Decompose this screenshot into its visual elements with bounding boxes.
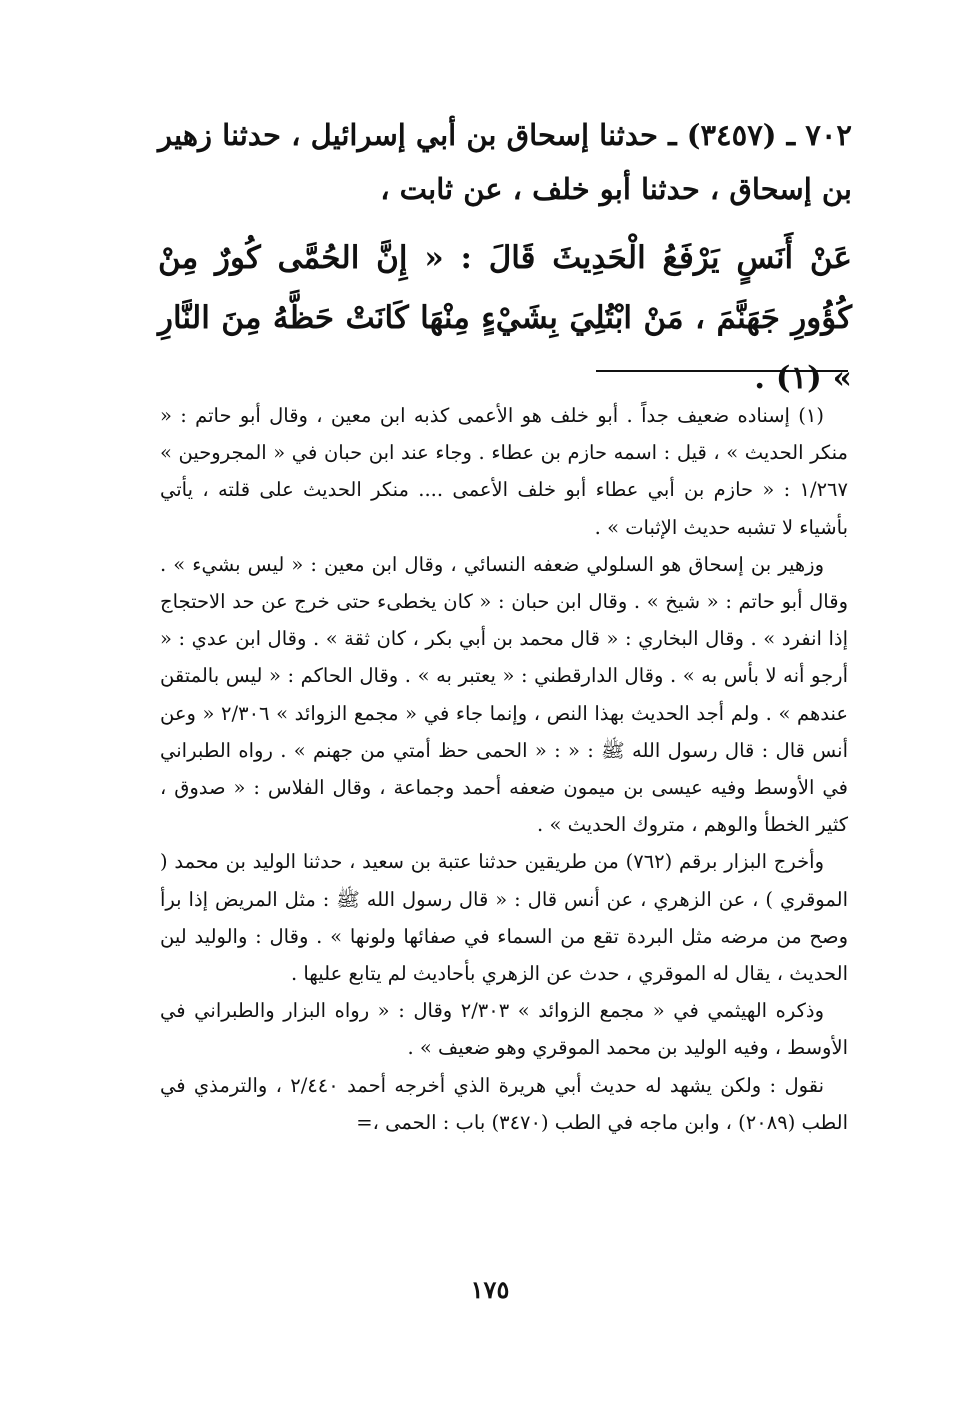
footnote-separator (596, 370, 848, 372)
hadith-block (158, 108, 852, 408)
footnotes (160, 397, 848, 1141)
footnote-paragraph: وزهير بن إسحاق هو السلولي ضعفه النسائي ، وقال ابن معين : « ليس بشيء » . وقال أبو حاتم : « شيخ » . وقال ابن حبان : « كان يخطىء حتى خرج عن حد الاحتجاج إذا انفرد » . وقال البخاري : « قال محمد بن أبي بكر ، كان ثقة » . وقال ابن عدي : « أرجو أنه لا بأس به » . وقال الدارقطني : « يعتبر به » . وقال الحاكم : « ليس بالمتقن عندهم » . ولم أجد الحديث بهذا النص ، وإنما جاء في « مجمع الزوائد » ٢/٣٠٦ « وعن أنس قال : قال رسول الله ﷺ : « : « الحمى حظ أمتي من جهنم » . رواه الطبراني في الأوسط وفيه عيسى بن ميمون ضعفه أحمد وجماعة ، وقال الفلاس : « صدوق ، كثير الخطأ والوهم ، متروك الحديث » . (160, 552, 848, 837)
page-number: ١٧٥ (470, 1275, 510, 1304)
footnote-paragraph: نقول : ولكن يشهد له حديث أبي هريرة الذي أخرجه أحمد ٢/٤٤٠ ، والترمذي في الطب (٢٠٨٩) ، وابن ماجه في الطب (٣٤٧٠) باب : الحمى ،= (160, 1073, 848, 1134)
hadith-isnad: ٧٠٢ ـ (٣٤٥٧) ـ حدثنا إسحاق بن أبي إسرائيل ، حدثنا زهير بن إسحاق ، حدثنا أبو خلف ، عن ثابت ، (158, 118, 852, 206)
footnote-paragraph: (١) إسناده ضعيف جداً . أبو خلف هو الأعمى كذبه ابن معين ، وقال أبو حاتم : « منكر الحديث » ، قيل : اسمه حازم بن عطاء . وجاء عند ابن حبان في « المجروحين » ١/٢٦٧ : « حازم بن أبي عطاء أبو خلف الأعمى .... منكر الحديث على قلته ، يأتي بأشياء لا تشبه حديث الإثبات » . (160, 404, 848, 539)
hadith-text: عَنْ أَنَسٍ يَرْفَعُ الْحَدِيثَ قَالَ : « إِنَّ الحُمَّى كُورٌ مِنْ كُؤُورِ جَهَنَّمَ ، مَنْ ابْتُلِيَ بِشَيْءٍ مِنْهَا كَانَتْ حَظَّهُ مِنَ النَّارِ » (١) . (158, 240, 852, 396)
footnote-paragraph: وذكره الهيثمي في « مجمع الزوائد » ٢/٣٠٣ وقال : « رواه البزار والطبراني في الأوسط ، وفيه الوليد بن محمد الموقري وهو ضعيف » . (160, 999, 848, 1060)
footnote-paragraph: وأخرج البزار برقم (٧٦٢) من طريقين حدثنا عتبة بن سعيد ، حدثنا الوليد بن محمد ( الموقري ) ، عن الزهري ، عن أنس قال : « قال رسول الله ﷺ : مثل المريض إذا برأ وصح من مرضه مثل البردة تقع من السماء في صفائها ولونها » . وقال : والوليد لين الحديث ، يقال له الموقري ، حدث عن الزهري بأحاديث لم يتابع عليها . (160, 850, 848, 986)
